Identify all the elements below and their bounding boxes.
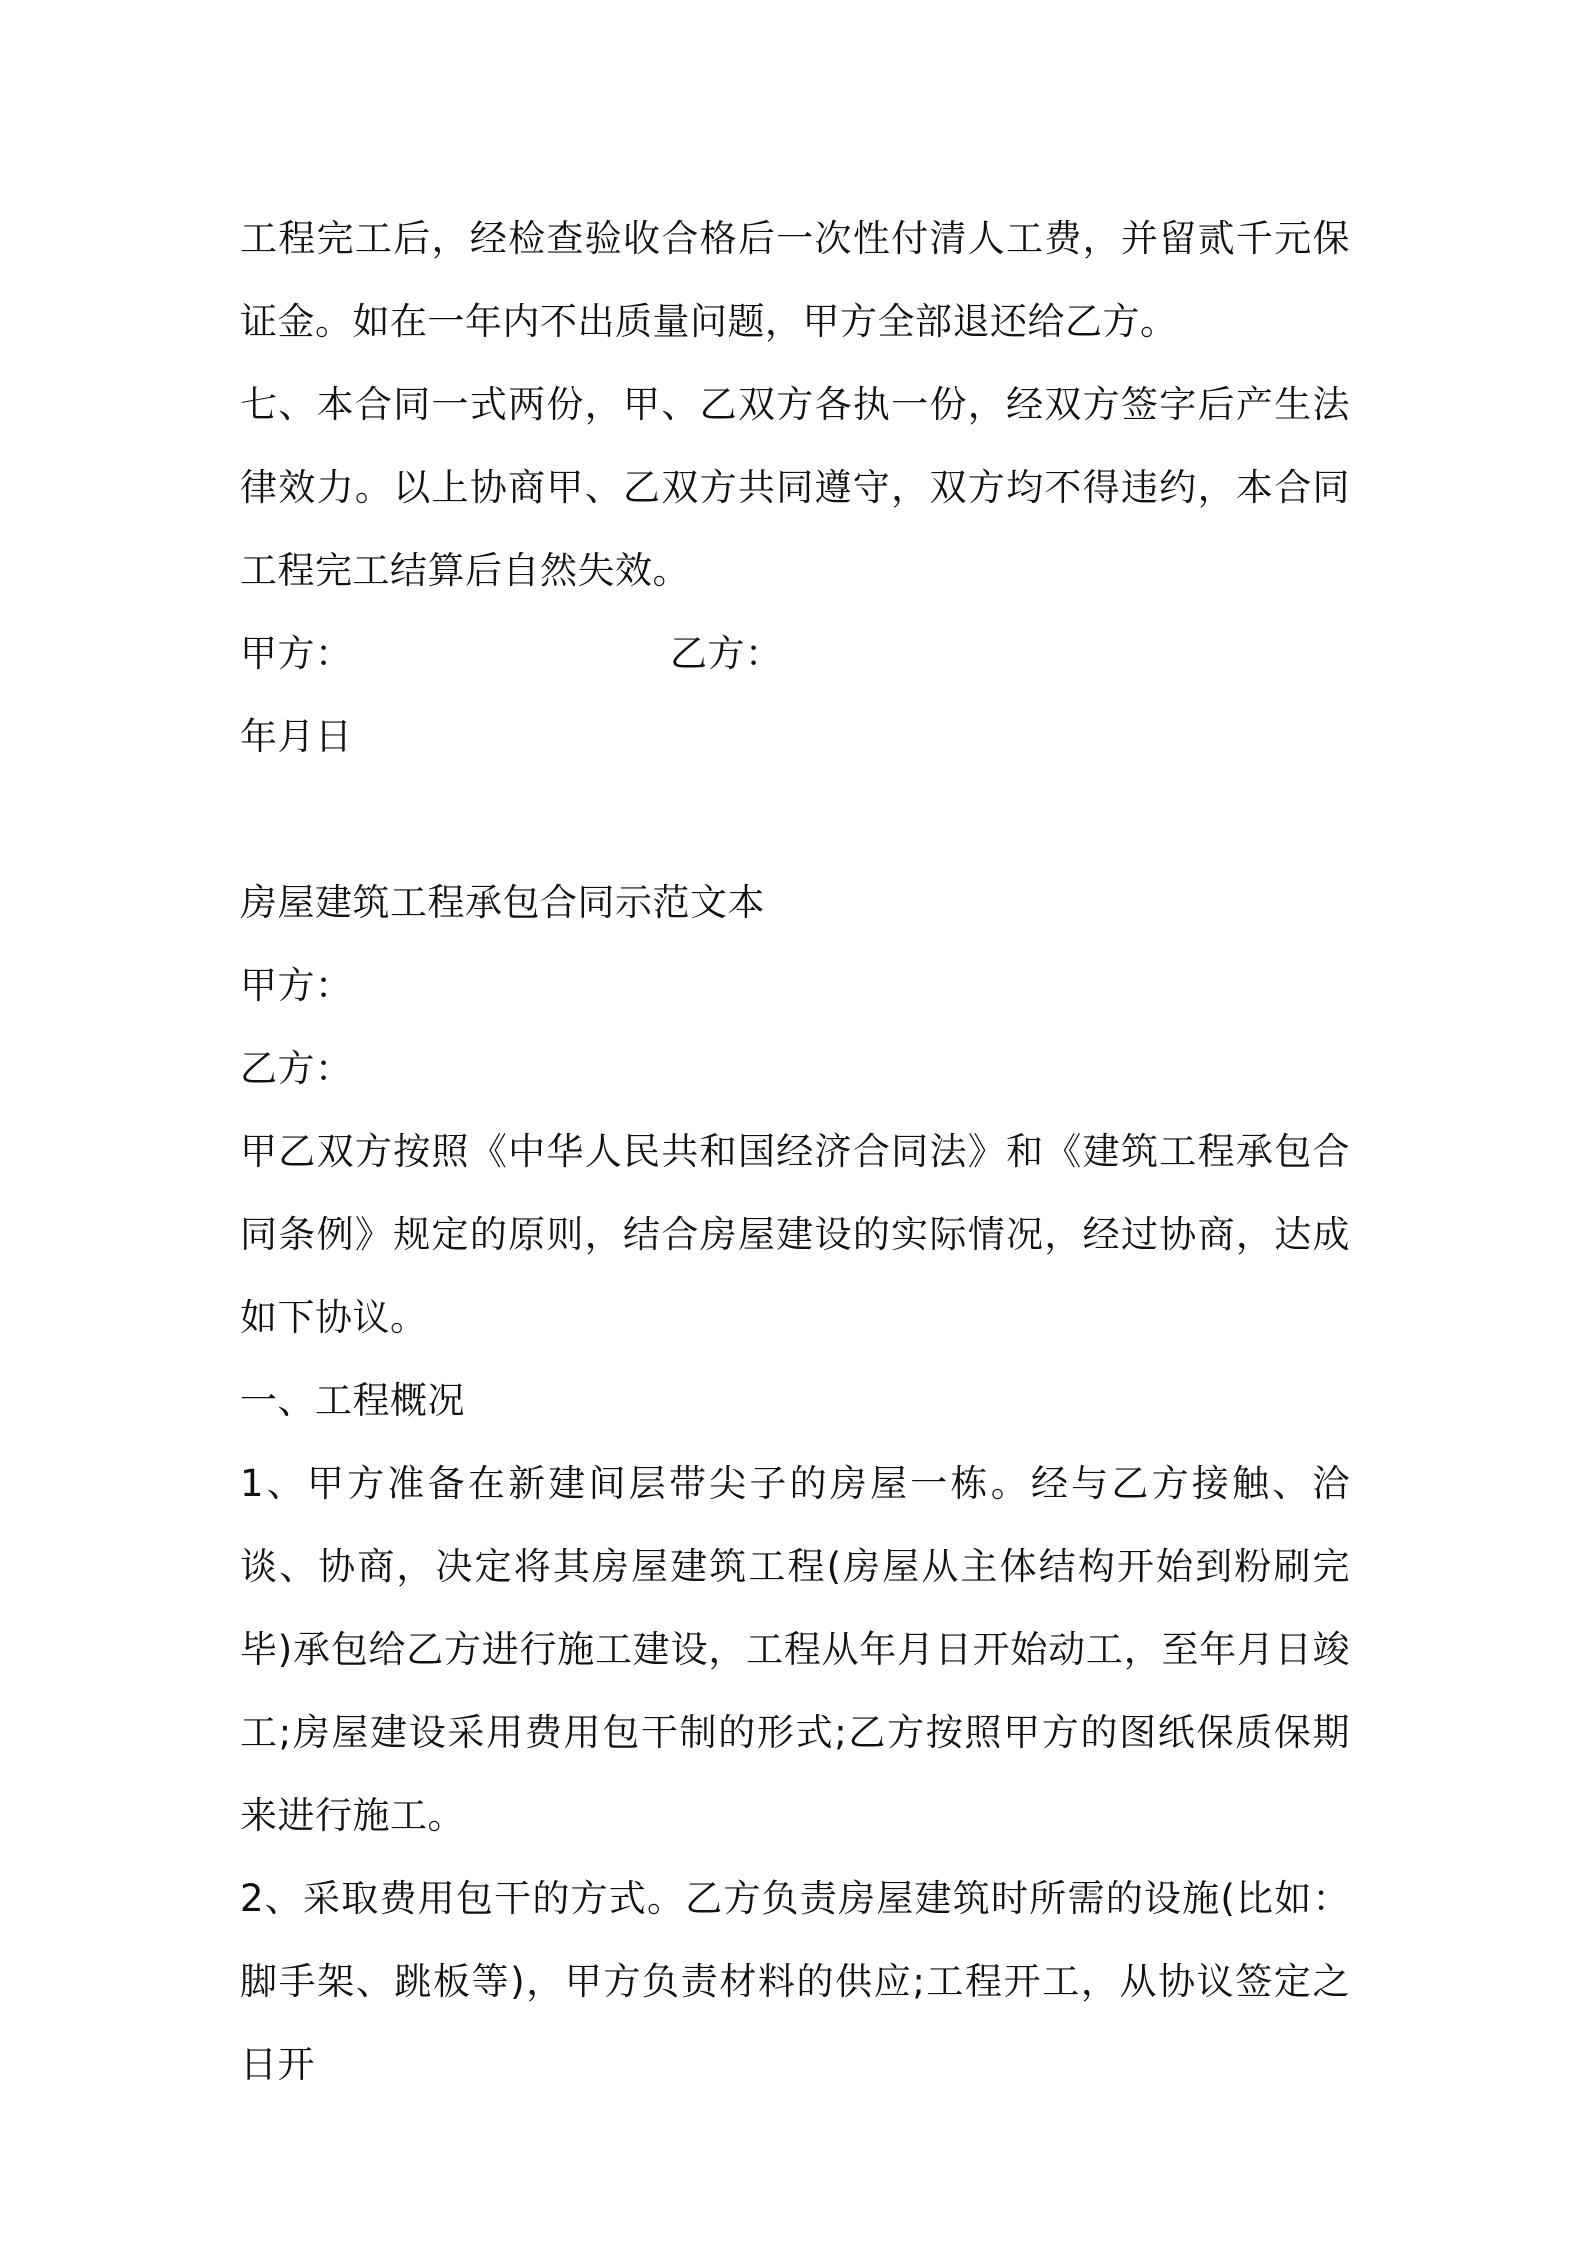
paragraph-payment: 工程完工后，经检查验收合格后一次性付清人工费，并留贰千元保证金。如在一年内不出质量问题，甲方全部退还给乙方。 [240, 217, 1350, 343]
signature-date: 年月日 [240, 715, 353, 758]
party-a-line: 甲方： [240, 964, 353, 1007]
paragraph-item-one: 1、甲方准备在新建间层带尖子的房屋一栋。经与乙方接触、洽谈、协商，决定将其房屋建筑工程(房屋从主体结构开始到粉刷完毕)承包给乙方进行施工建设，工程从年月日开始动工，至年月日竣工;房屋建设采用费用包干制的形式;乙方按照甲方的图纸保质保期来进行施工。 [240, 1462, 1350, 1837]
document-title: 房屋建筑工程承包合同示范文本 [240, 881, 765, 924]
paragraph-intro: 甲乙双方按照《中华人民共和国经济合同法》和《建筑工程承包合同条例》规定的原则，结合房屋建设的实际情况，经过协商，达成如下协议。 [240, 1130, 1350, 1339]
signature-row [240, 612, 1350, 695]
document-body [240, 197, 1350, 2106]
section-gap [240, 778, 1350, 861]
paragraph-clause-seven: 七、本合同一式两份，甲、乙双方各执一份，经双方签字后产生法律效力。以上协商甲、乙双方共同遵守，双方均不得违约，本合同工程完工结算后自然失效。 [240, 383, 1350, 592]
party-b-line: 乙方： [240, 1047, 353, 1090]
paragraph-item-two: 2、采取费用包干的方式。乙方负责房屋建筑时所需的设施(比如：脚手架、跳板等)，甲方负责材料的供应;工程开工，从协议签定之日开 [240, 1877, 1350, 2086]
section-heading-overview: 一、工程概况 [240, 1379, 465, 1422]
signature-party-b: 乙方： [670, 632, 783, 675]
signature-party-a: 甲方： [240, 632, 353, 675]
